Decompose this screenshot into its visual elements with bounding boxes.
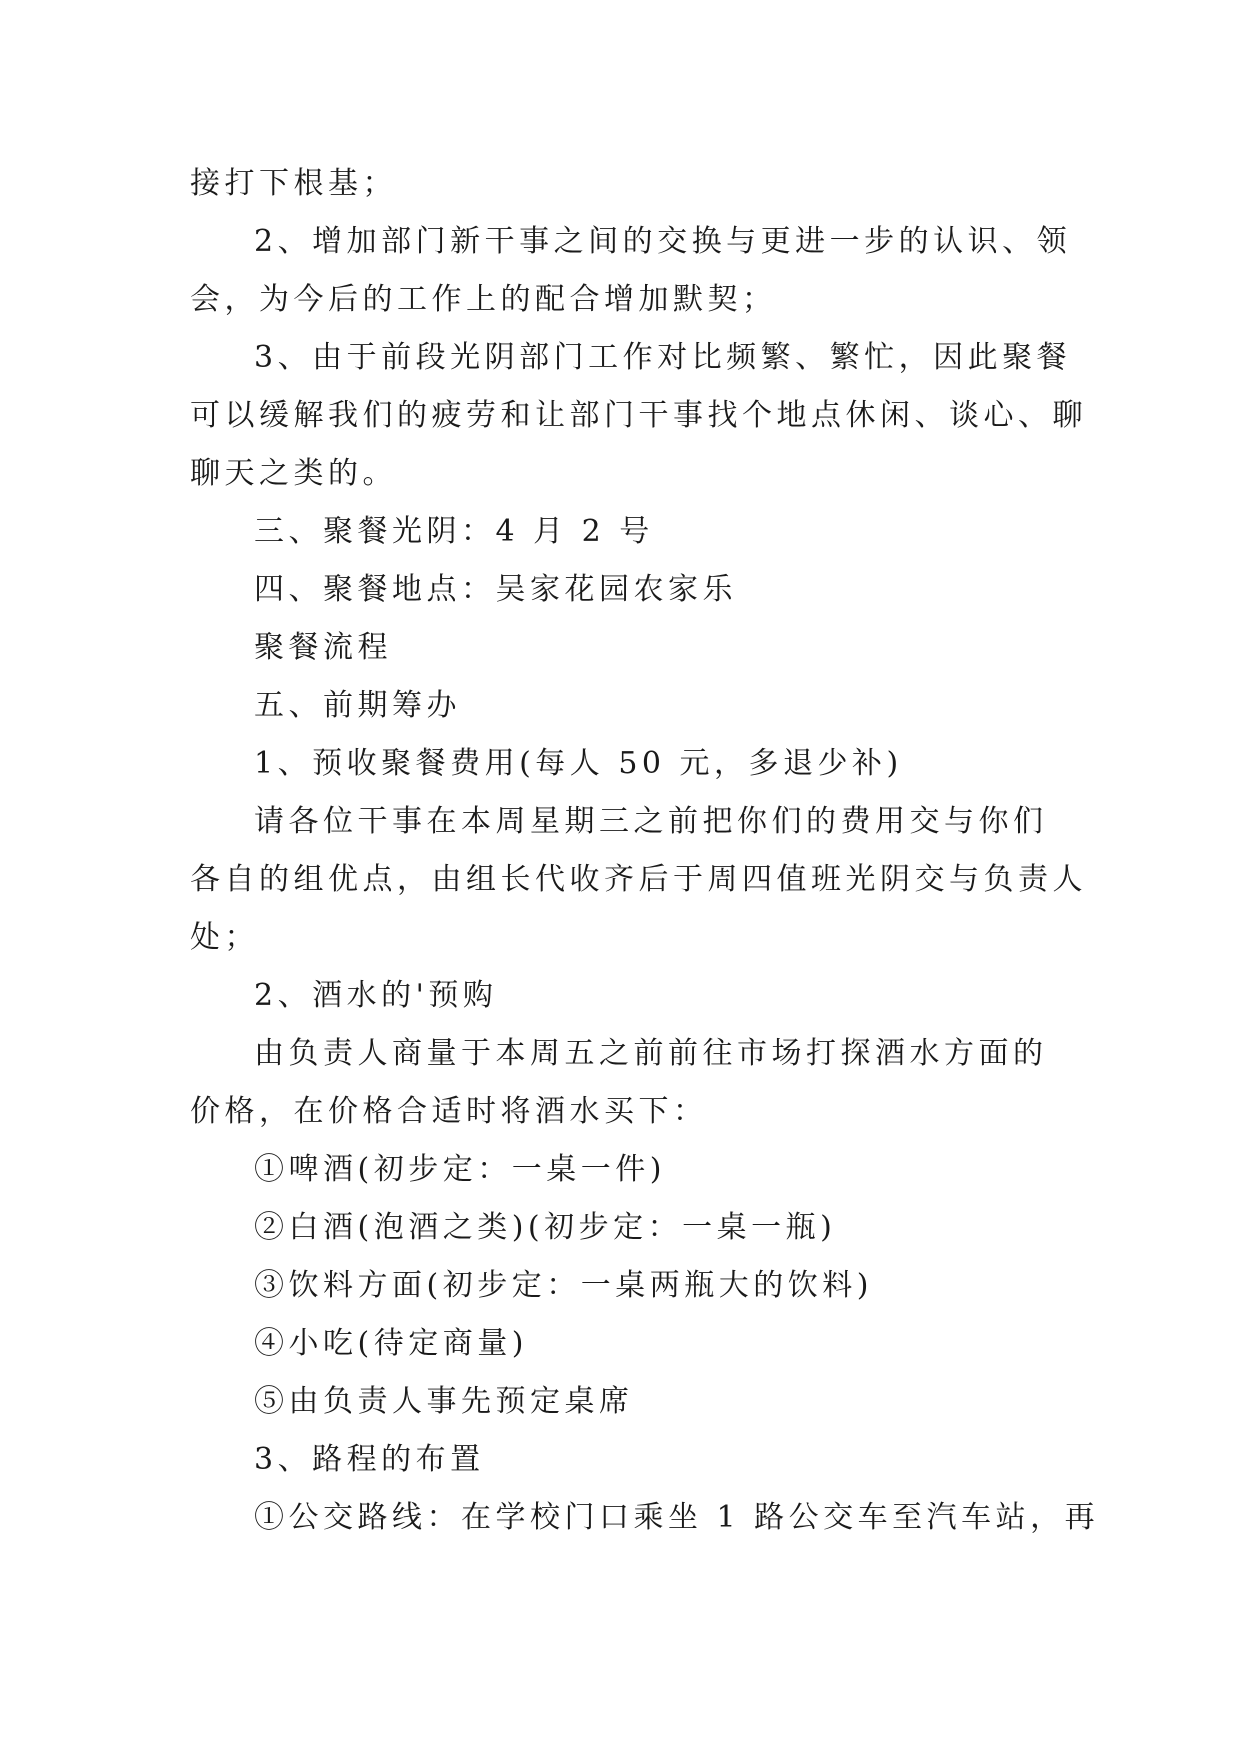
text-line: 各自的组优点，由组长代收齐后于周四值班光阴交与负责人	[190, 862, 1087, 897]
text-line: 价格，在价格合适时将酒水买下：	[190, 1094, 708, 1129]
section-heading: 三、聚餐光阴：4 月 2 号	[254, 514, 654, 549]
section-heading: 五、前期筹办	[254, 688, 461, 723]
text-line: 聊天之类的。	[190, 456, 397, 491]
list-item: ①啤酒(初步定：一桌一件)	[254, 1152, 666, 1187]
text-line: 由负责人商量于本周五之前前往市场打探酒水方面的	[254, 1036, 1048, 1071]
document-body	[190, 155, 1100, 1547]
list-item: ①公交路线：在学校门口乘坐 1 路公交车至汽车站，再	[254, 1500, 1100, 1535]
text-line: 3、路程的布置	[254, 1442, 485, 1477]
list-item: ②白酒(泡酒之类)(初步定：一桌一瓶)	[254, 1210, 837, 1245]
text-line: 1、预收聚餐费用(每人 50 元，多退少补)	[254, 746, 903, 781]
text-line: 2、增加部门新干事之间的交换与更进一步的认识、领	[254, 224, 1072, 259]
text-line: 2、酒水的'预购	[254, 978, 498, 1013]
list-item: ⑤由负责人事先预定桌席	[254, 1384, 634, 1419]
text-line: 可以缓解我们的疲劳和让部门干事找个地点休闲、谈心、聊	[190, 398, 1087, 433]
section-heading: 四、聚餐地点：吴家花园农家乐	[254, 572, 737, 607]
text-line: 3、由于前段光阴部门工作对比频繁、繁忙，因此聚餐	[254, 340, 1072, 375]
section-heading: 聚餐流程	[254, 630, 392, 665]
text-line: 会，为今后的工作上的配合增加默契；	[190, 282, 777, 317]
text-line: 请各位干事在本周星期三之前把你们的费用交与你们	[254, 804, 1048, 839]
text-line: 处；	[190, 920, 259, 955]
text-line: 接打下根基；	[190, 166, 397, 201]
list-item: ③饮料方面(初步定：一桌两瓶大的饮料)	[254, 1268, 873, 1303]
list-item: ④小吃(待定商量)	[254, 1326, 528, 1361]
